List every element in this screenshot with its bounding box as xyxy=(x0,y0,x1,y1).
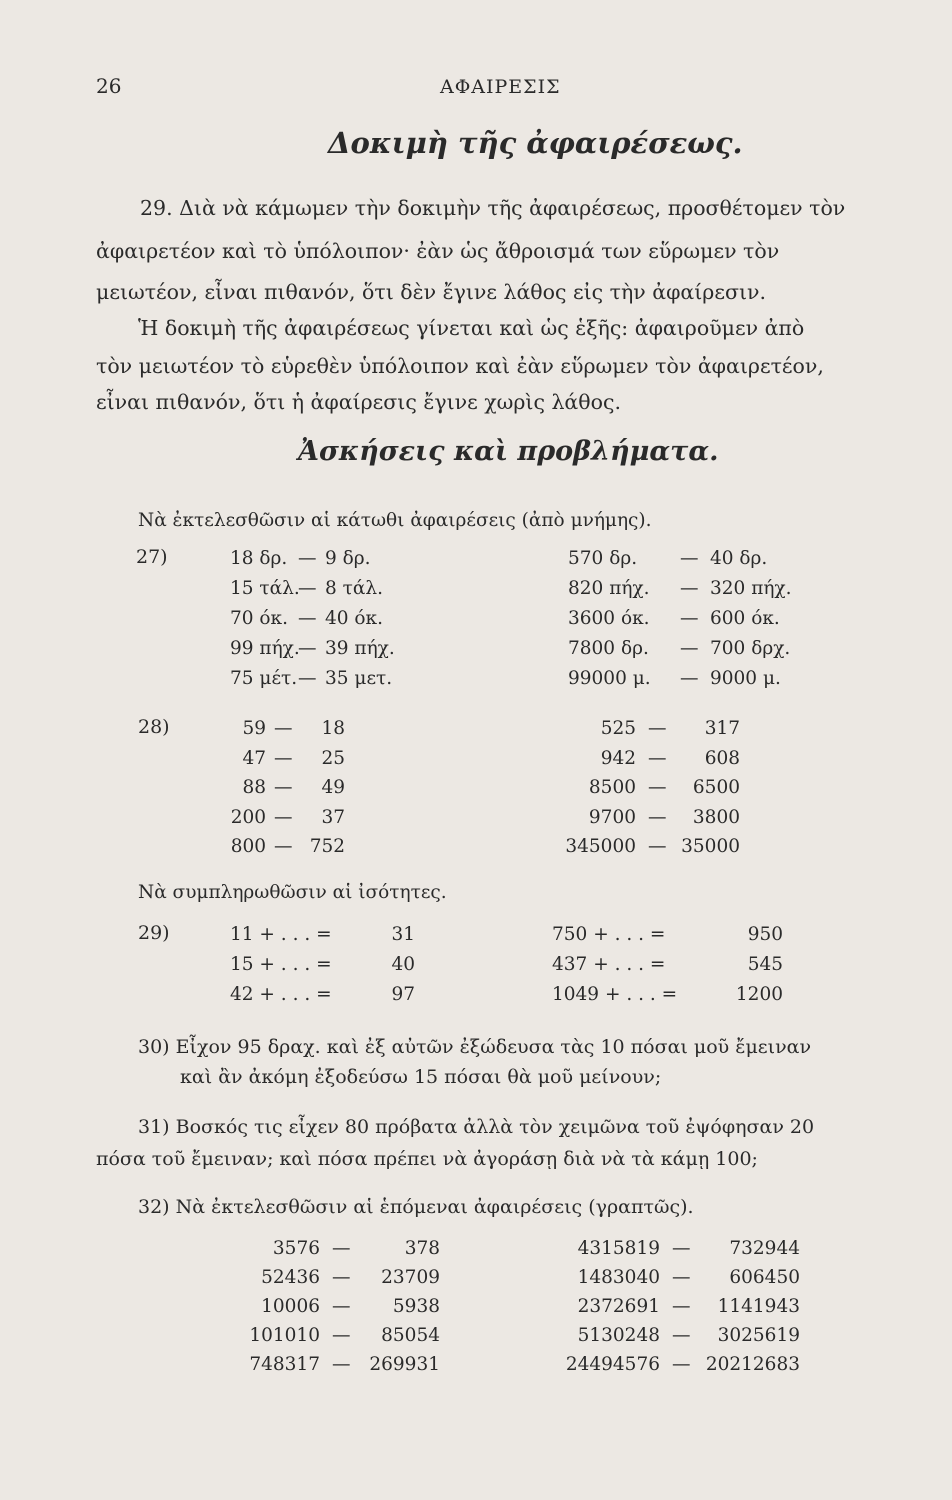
minuend: 748317 xyxy=(249,1354,320,1375)
paragraph-line: τὸν μειωτέον τὸ εὑρεθὲν ὑπόλοιπον καὶ ἐὰν εὕρωμεν τὸν ἀφαιρετέον, xyxy=(96,354,824,378)
exercise-label: 28) xyxy=(138,716,170,738)
subtrahend: 317 xyxy=(704,718,740,739)
minuend: 4315819 xyxy=(577,1238,660,1259)
minuend: 570 δρ. xyxy=(568,548,638,569)
subtrahend: 39 πήχ. xyxy=(325,638,395,659)
exercise-label: 29) xyxy=(138,922,170,944)
paragraph-line: ἀφαιρετέον καὶ τὸ ὑπόλοιπον· ἐὰν ὡς ἄθροισμά των εὕρωμεν τὸν xyxy=(96,239,780,263)
minus-dash: — xyxy=(298,578,317,599)
problem-text: 30) Εἶχον 95 δραχ. καὶ ἐξ αὐτῶν ἐξώδευσα τὰς 10 πόσαι μοῦ ἔμειναν xyxy=(138,1036,812,1058)
equation-left: 15 + . . . = xyxy=(230,954,332,975)
minuend: 24494576 xyxy=(565,1354,660,1375)
equation-result: 40 xyxy=(391,954,415,975)
minus-dash: — xyxy=(680,638,699,659)
equation-result: 545 xyxy=(747,954,783,975)
minuend: 9700 xyxy=(588,806,636,828)
equation-left: 437 + . . . = xyxy=(552,954,666,975)
minuend: 15 τάλ. xyxy=(230,578,300,599)
minuend: 7800 δρ. xyxy=(568,638,649,659)
subtrahend: 269931 xyxy=(369,1354,440,1375)
minuend: 8500 xyxy=(588,777,636,798)
subtrahend: 18 xyxy=(321,718,345,739)
problem-text: πόσα τοῦ ἔμειναν; καὶ πόσα πρέπει νὰ ἀγοράσῃ διὰ νὰ τὰ κάμῃ 100; xyxy=(96,1148,758,1170)
minus-dash: — xyxy=(680,548,699,569)
minus-dash: — xyxy=(274,836,293,857)
problem-text: 32) Νὰ ἐκτελεσθῶσιν αἱ ἑπόμεναι ἀφαιρέσεις (γραπτῶς). xyxy=(138,1196,694,1218)
paragraph-line: μειωτέον, εἶναι πιθανόν, ὅτι δὲν ἔγινε λάθος εἰς τὴν ἀφαίρεσιν. xyxy=(96,280,766,304)
subtrahend: 1141943 xyxy=(717,1296,800,1317)
subtrahend: 40 δρ. xyxy=(710,548,768,569)
subtrahend: 85054 xyxy=(381,1325,440,1346)
paragraph-line: Ἡ δοκιμὴ τῆς ἀφαιρέσεως γίνεται καὶ ὡς ἑξῆς: ἀφαιροῦμεν ἀπὸ xyxy=(138,316,805,340)
subtrahend: 35 μετ. xyxy=(325,668,393,689)
minus-dash: — xyxy=(648,718,667,739)
subtrahend: 20212683 xyxy=(705,1354,800,1375)
minuend: 52436 xyxy=(261,1267,320,1288)
minus-dash: — xyxy=(298,638,317,659)
minuend: 942 xyxy=(600,747,636,769)
minus-dash: — xyxy=(298,608,317,629)
instruction-text: Νὰ συμπληρωθῶσιν αἱ ἰσότητες. xyxy=(138,882,447,903)
minus-dash: — xyxy=(648,777,667,798)
paragraph-line: 29. Διὰ νὰ κάμωμεν τὴν δοκιμὴν τῆς ἀφαιρέσεως, προσθέτομεν τὸν xyxy=(140,196,846,220)
subtrahend: 600 όκ. xyxy=(710,608,780,629)
subtrahend: 5938 xyxy=(392,1296,440,1317)
minus-dash: — xyxy=(274,806,293,828)
minus-dash: — xyxy=(298,668,317,689)
minus-dash: — xyxy=(332,1325,351,1346)
equation-left: 42 + . . . = xyxy=(230,984,332,1005)
subtrahend: 9000 μ. xyxy=(710,668,781,689)
minuend: 3600 όκ. xyxy=(568,608,650,629)
problem-text: 31) Βοσκός τις εἶχεν 80 πρόβατα ἀλλὰ τὸν χειμῶνα τοῦ ἐψόφησαν 20 xyxy=(138,1116,815,1138)
subtrahend: 608 xyxy=(704,747,740,769)
minuend: 200 xyxy=(230,806,266,828)
subtrahend: 606450 xyxy=(729,1267,800,1288)
subtrahend: 49 xyxy=(321,777,345,798)
subtrahend: 35000 xyxy=(681,836,740,857)
problem-text: καὶ ἂν ἀκόμη ἐξοδεύσω 15 πόσαι θὰ μοῦ μείνουν; xyxy=(180,1066,662,1088)
minuend: 800 xyxy=(230,836,266,857)
subtrahend: 9 δρ. xyxy=(325,548,371,569)
minus-dash: — xyxy=(672,1267,691,1288)
subtrahend: 752 xyxy=(309,836,345,857)
paragraph-line: εἶναι πιθανόν, ὅτι ἡ ἀφαίρεσις ἔγινε χωρὶς λάθος. xyxy=(96,390,621,414)
minuend: 525 xyxy=(600,718,636,739)
subtrahend: 6500 xyxy=(692,777,740,798)
minus-dash: — xyxy=(648,836,667,857)
subtrahend: 25 xyxy=(321,747,345,769)
minus-dash: — xyxy=(274,777,293,798)
minus-dash: — xyxy=(680,668,699,689)
minus-dash: — xyxy=(672,1296,691,1317)
equation-left: 11 + . . . = xyxy=(230,924,332,945)
equation-result: 1200 xyxy=(735,984,783,1005)
minus-dash: — xyxy=(648,806,667,828)
minus-dash: — xyxy=(332,1296,351,1317)
minus-dash: — xyxy=(332,1354,351,1375)
running-title: ΑΦΑΙΡΕΣΙΣ xyxy=(440,76,561,98)
minuend: 75 μέτ. xyxy=(230,668,298,689)
minuend: 10006 xyxy=(261,1296,320,1317)
minuend: 1483040 xyxy=(577,1267,660,1288)
minuend: 820 πήχ. xyxy=(568,578,650,599)
section-title: Δοκιμὴ τῆς ἀφαιρέσεως. xyxy=(328,126,743,160)
minuend: 18 δρ. xyxy=(230,548,288,569)
minus-dash: — xyxy=(648,747,667,769)
subtrahend: 40 όκ. xyxy=(325,608,384,629)
minuend: 47 xyxy=(242,747,266,769)
equation-left: 750 + . . . = xyxy=(552,924,666,945)
minuend: 70 όκ. xyxy=(230,608,289,629)
minuend: 88 xyxy=(242,777,266,798)
subtrahend: 700 δρχ. xyxy=(710,638,791,659)
minuend: 101010 xyxy=(249,1325,320,1346)
subtrahend: 23709 xyxy=(381,1267,440,1288)
minuend: 3576 xyxy=(272,1238,320,1259)
subtrahend: 37 xyxy=(321,806,345,828)
page-number: 26 xyxy=(96,74,122,98)
subtrahend: 8 τάλ. xyxy=(325,578,383,599)
minus-dash: — xyxy=(298,548,317,569)
exercises-title: Ἀσκήσεις καὶ προβλήματα. xyxy=(298,436,719,467)
minuend: 99000 μ. xyxy=(568,668,651,689)
minus-dash: — xyxy=(680,578,699,599)
equation-result: 97 xyxy=(391,984,415,1005)
minus-dash: — xyxy=(680,608,699,629)
minuend: 5130248 xyxy=(577,1325,660,1346)
minus-dash: — xyxy=(332,1267,351,1288)
minuend: 2372691 xyxy=(577,1296,660,1317)
minus-dash: — xyxy=(332,1238,351,1259)
instruction-text: Νὰ ἐκτελεσθῶσιν αἱ κάτωθι ἀφαιρέσεις (ἀπὸ μνήμης). xyxy=(138,510,652,531)
equation-result: 950 xyxy=(747,924,783,945)
equation-left: 1049 + . . . = xyxy=(552,984,678,1005)
minus-dash: — xyxy=(672,1354,691,1375)
minuend: 59 xyxy=(242,718,266,739)
subtrahend: 3025619 xyxy=(717,1325,800,1346)
minuend: 99 πήχ. xyxy=(230,638,300,659)
subtrahend: 378 xyxy=(404,1238,440,1259)
subtrahend: 3800 xyxy=(692,806,740,828)
minus-dash: — xyxy=(274,718,293,739)
exercise-label: 27) xyxy=(136,546,168,568)
minuend: 345000 xyxy=(565,836,636,857)
subtrahend: 320 πήχ. xyxy=(710,578,792,599)
subtrahend: 732944 xyxy=(729,1238,800,1259)
minus-dash: — xyxy=(672,1325,691,1346)
equation-result: 31 xyxy=(391,924,415,945)
minus-dash: — xyxy=(274,747,293,769)
minus-dash: — xyxy=(672,1238,691,1259)
